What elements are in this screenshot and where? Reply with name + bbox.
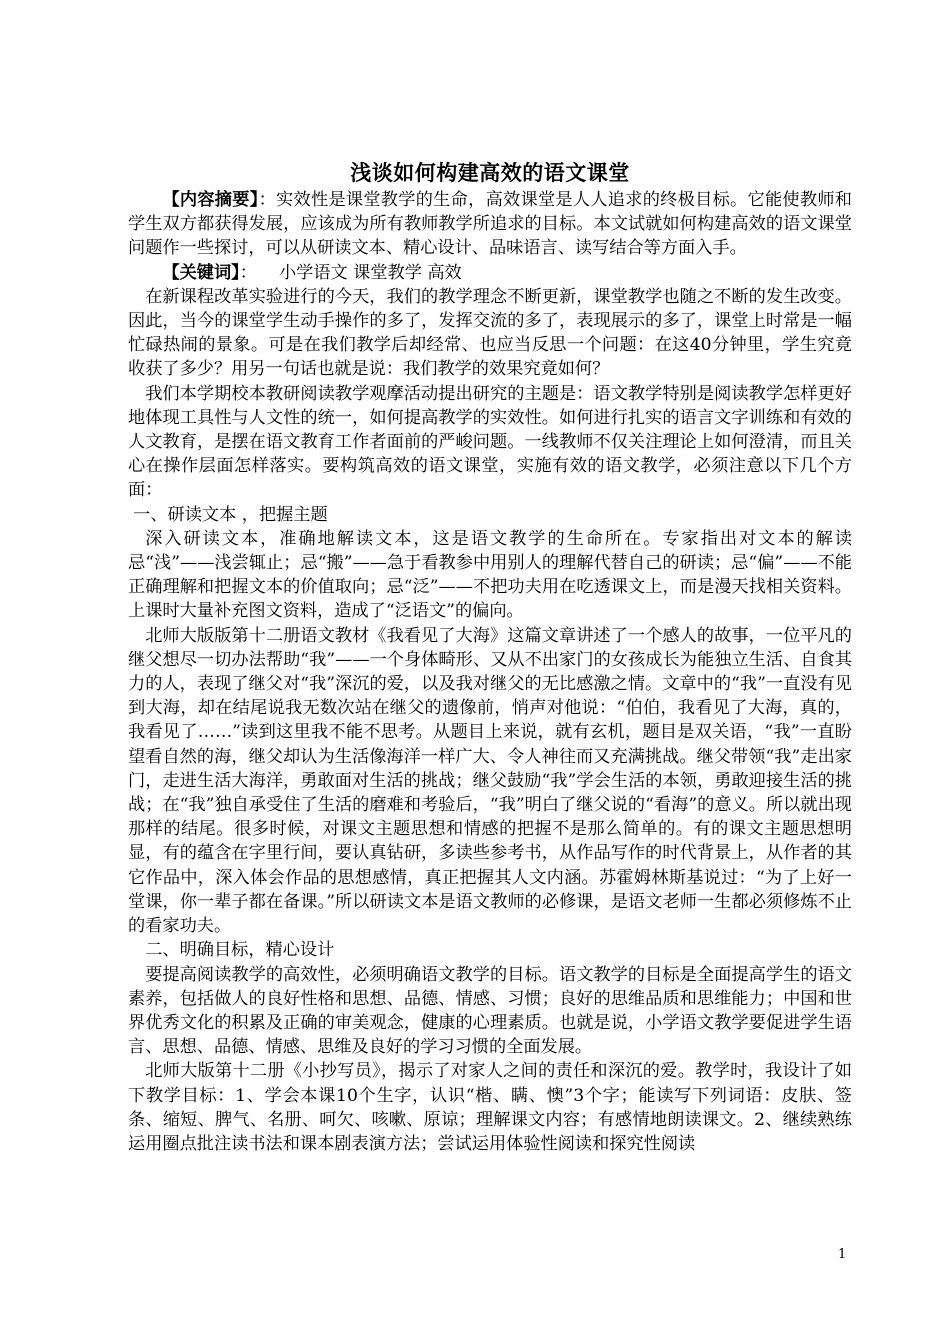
body-paragraph-5: 要提高阅读教学的高效性，必须明确语文教学的目标。语文教学的目标是全面提高学生的语文素养，包括做人的良好性格和思想、品德、情感、习惯；良好的思维品质和思维能力；中国和世界优秀文化的积累及正确的审美观念，健康的心理素质。也就是说，小学语文教学要促进学生语言、思想、品德、情感、思维及良好的学习习惯的全面发展。: [128, 964, 852, 1058]
body-paragraph-2: 我们本学期校本教研阅读教学观摩活动提出研究的主题是：语文教学特别是阅读教学怎样更好地体现工具性与人文性的统一，如何提高教学的实效性。如何进行扎实的语言文字训练和有效的人文教育，是摆在语文教育工作者面前的严峻问题。一线教师不仅关注理论上如何澄清，而且关心在操作层面怎样落实。要构筑高效的语文课堂，实施有效的语文教学，必须注意以下几个方面：: [128, 383, 852, 501]
abstract-text: ：实效性是课堂教学的生命，高效课堂是人人追求的终极目标。它能使教师和学生双方都获得发展，应该成为所有教师教学所追求的目标。本文试就如何构建高效的语文课堂问题作一些探讨，可以从研读文本、精心设计、品味语言、读写结合等方面入手。: [128, 190, 852, 259]
section-heading-2: 二、明确目标，精心设计: [145, 940, 335, 961]
abstract-paragraph: [128, 188, 852, 261]
keywords-paragraph: [128, 261, 852, 285]
keywords-text: 小学语文 课堂教学 高效: [278, 262, 462, 283]
body-paragraph-4: 北师大版版第十二册语文教材《我看见了大海》这篇文章讲述了一个感人的故事，一位平凡的继父想尽一切办法帮助“我”——一个身体畸形、又从不出家门的女孩成长为能独立生活、自食其力的人，表现了继父对“我”深沉的爱，以及我对继父的无比感激之情。文章中的“我”一直没有见到大海，却在结尾说我无数次站在继父的遗像前，悄声对他说：“伯伯，我看见了大海，真的，我看见了……”读到这里我不能不思考。从题目上来说，就有玄机，题目是双关语，“我”一直盼望看自然的海，继父却认为生活像海洋一样广大、令人神往而又充满挑战。继父带领“我”走出家门，走进生活大海洋，勇敢面对生活的挑战；继父鼓励“我”学会生活的本领，勇敢迎接生活的挑战；在“我”独自承受住了生活的磨难和考验后，“我”明白了继父说的“看海”的意义。所以就出现那样的结尾。很多时候，对课文主题思想和情感的把握不是那么简单的。有的课文主题思想明显，有的蕴含在字里行间，要认真钻研，多读些参考书，从作品写作的时代背景上，从作者的其它作品中，深入体会作品的思想感情，真正把握其人文内涵。苏霍姆林斯基说过：“为了上好一堂课，你一辈子都在备课。”所以研读文本是语文教师的必修课，是语文老师一生都必须修炼不止的看家功夫。: [128, 625, 852, 937]
abstract-label: 【内容摘要】: [162, 190, 259, 210]
body-paragraph-3: 深入研读文本，准确地解读文本，这是语文教学的生命所在。专家指出对文本的解读忌“浅”——浅尝辄止；忌“搬”——急于看教参中用别人的理解代替自己的研读；忌“偏”——不能正确理解和把握文本的价值取向；忌“泛”——不把功夫用在吃透课文上，而是漫天找相关资料。上课时大量补充图文资料，造成了“泛语文”的偏向。: [128, 528, 852, 622]
body-paragraph-6: 北师大版第十二册《小抄写员》，揭示了对家人之间的责任和深沉的爱。教学时，我设计了如下教学目标：1、学会本课10个生字，认识“楷、瞒、懊”3个字；能读写下列词语：皮肤、签条、缩短、脾气、名册、呵欠、咳嗽、原谅；理解课文内容；有感情地朗读课文。2、继续熟练运用圈点批注读书法和课本剧表演方法；尝试运用体验性阅读和探究性阅读: [128, 1061, 852, 1154]
document-body: [128, 158, 852, 1156]
keywords-label: 【关键词】: [162, 262, 240, 283]
section-heading-1: 一、研读文本 ，把握主题: [133, 504, 328, 525]
page-number: 1: [838, 1247, 847, 1262]
keywords-colon: ：: [239, 262, 257, 283]
body-paragraph-1: 在新课程改革实验进行的今天，我们的教学理念不断更新，课堂教学也随之不断的发生改变。因此，当今的课堂学生动手操作的多了，发挥交流的多了，表现展示的多了，课堂上时常是一幅忙碌热闹的景象。可是在我们教学后却经常、也应当反思一个问题：在这40分钟里，学生究竟收获了多少？用另一句话也就是说：我们教学的效果究竟如何？: [128, 286, 852, 380]
document-title: 浅谈如何构建高效的语文课堂: [350, 160, 630, 185]
